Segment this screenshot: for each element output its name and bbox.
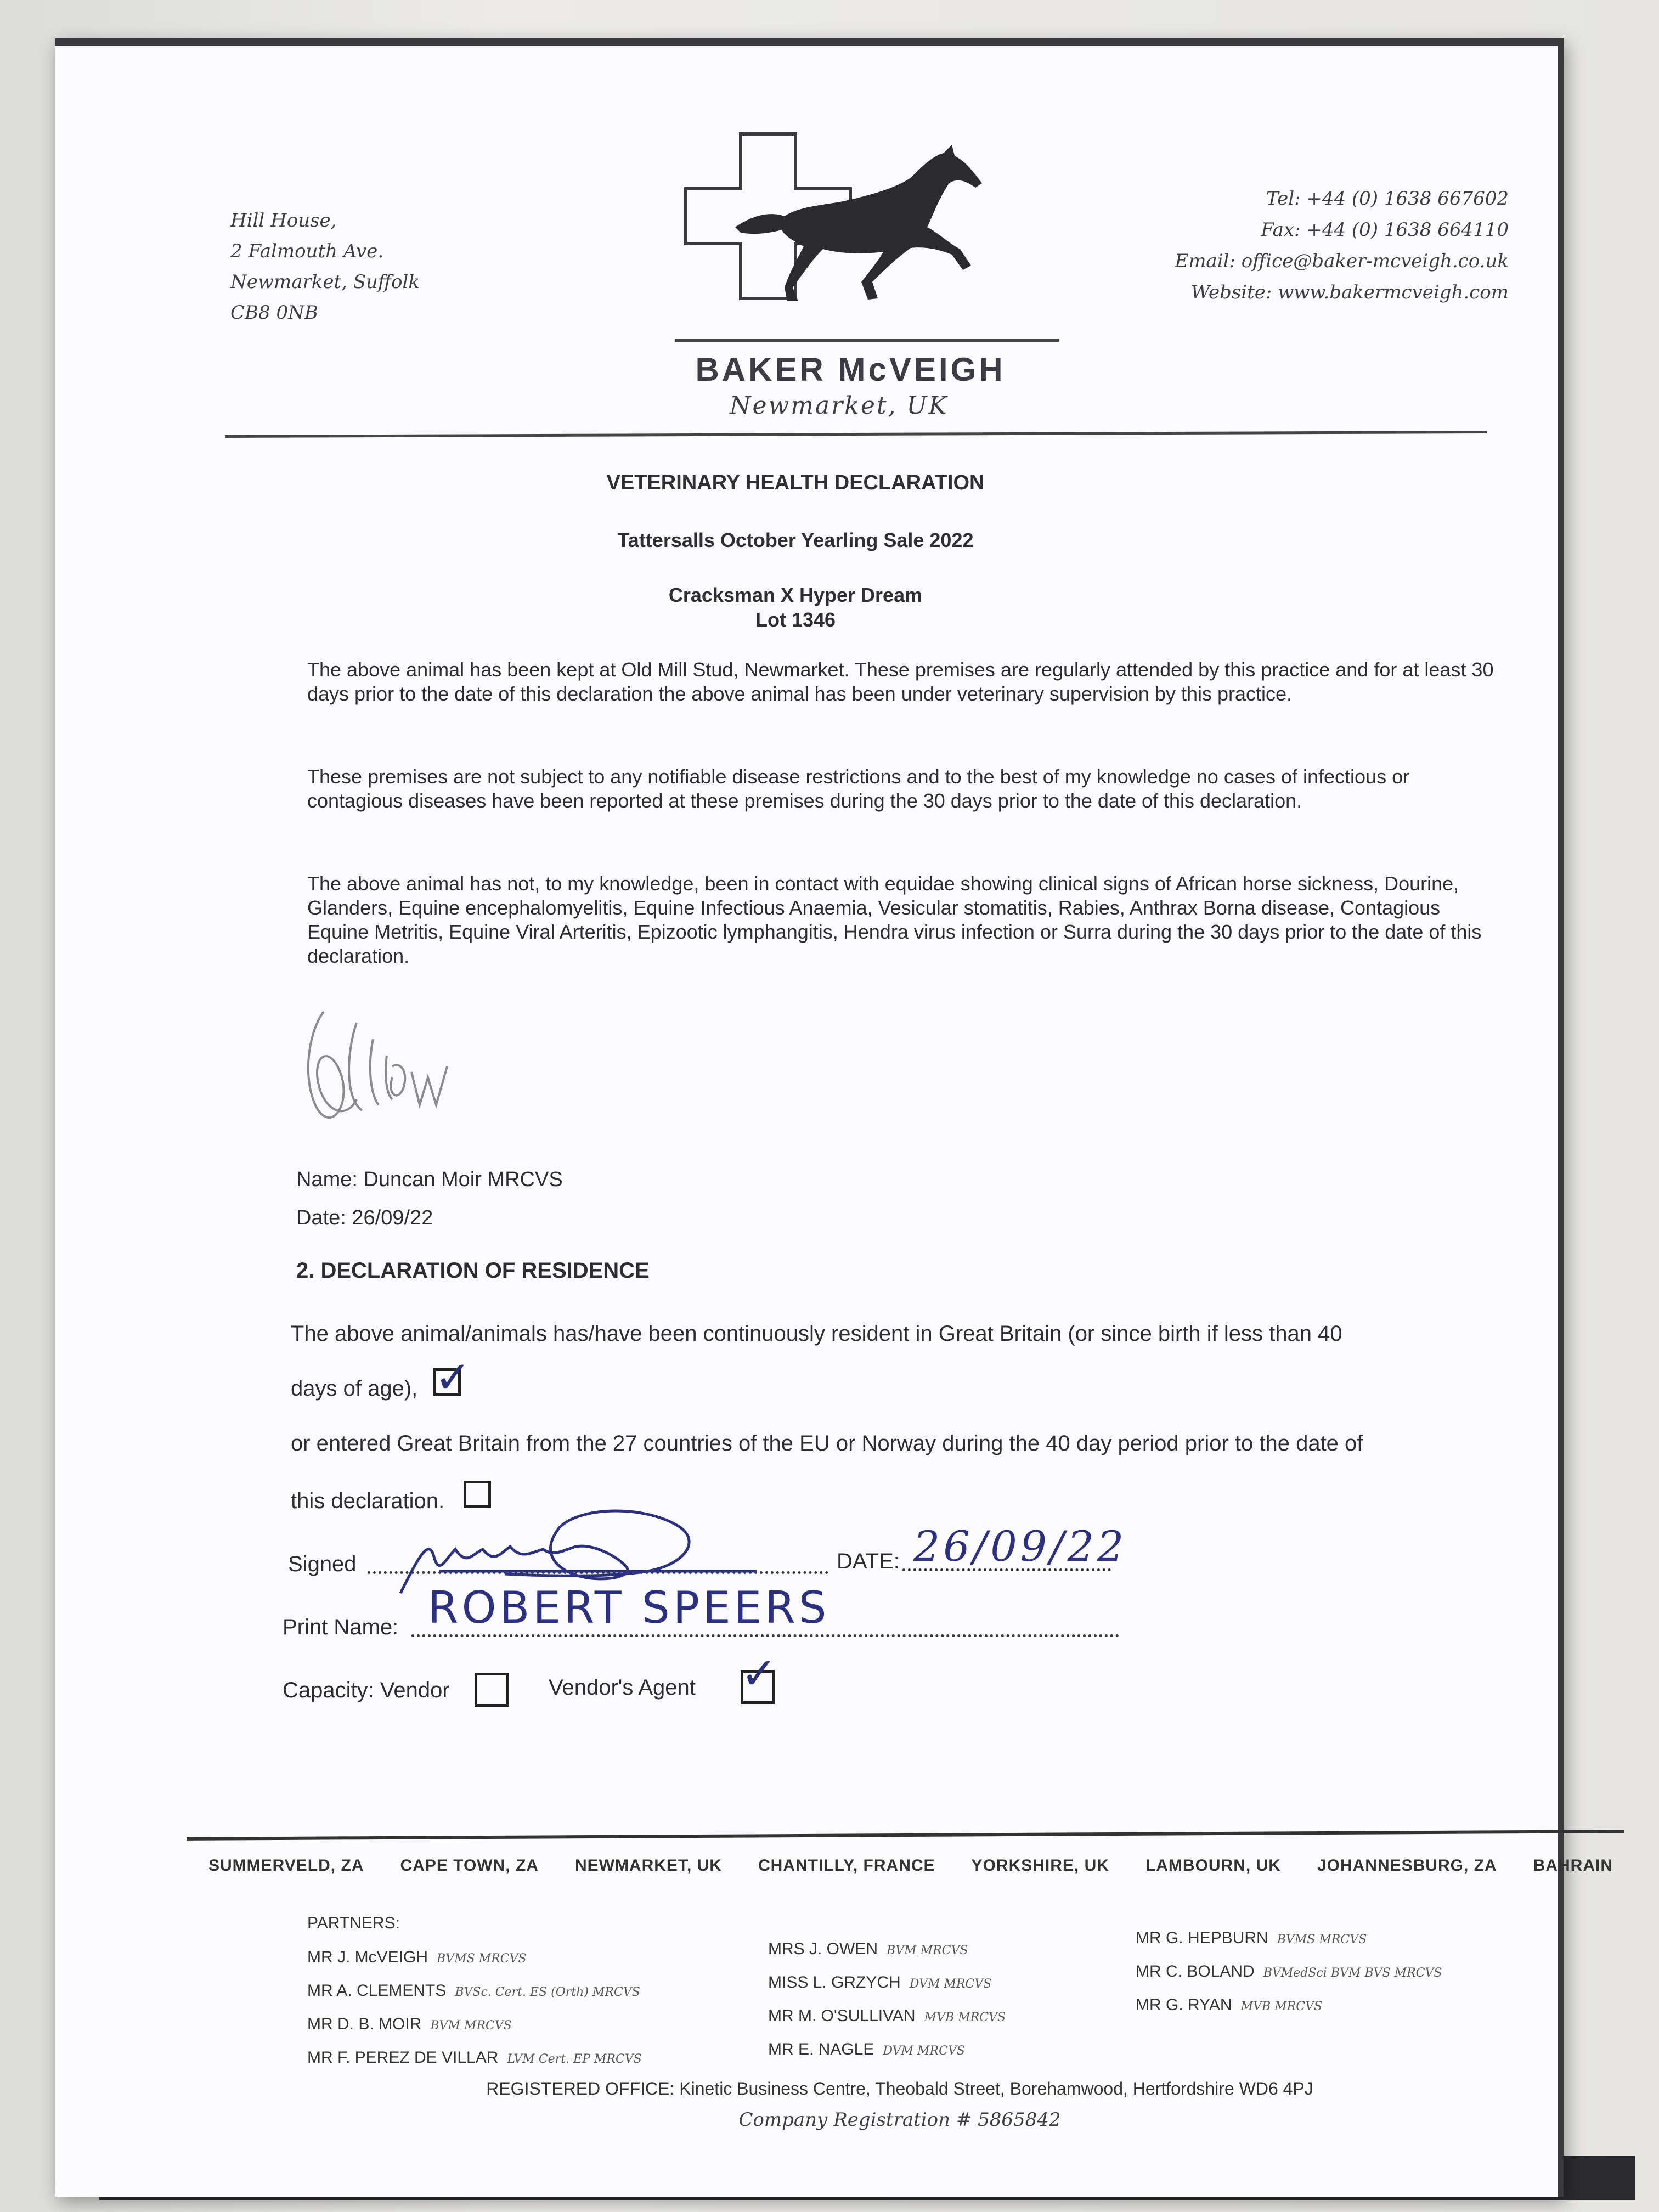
partners-label: PARTNERS: <box>307 1914 400 1932</box>
lot-number: Lot 1346 <box>755 608 836 631</box>
footer-divider <box>187 1830 1624 1841</box>
partner-name: MRS J. OWEN <box>768 1940 878 1958</box>
partner-entry <box>768 2034 1006 2067</box>
partner-entry <box>307 1975 642 2008</box>
office-location: BAHRAIN <box>1533 1857 1613 1875</box>
partner-name: MR G. HEPBURN <box>1136 1929 1268 1947</box>
declaration-paragraph: These premises are not subject to any notifiable disease restrictions and to the best of my knowledge no cases of infectious or contagious diseases have been reported at these premises during the 30 days prior to the date of this declaration. <box>307 765 1410 812</box>
email-line: Email: office@baker-mcveigh.co.uk <box>1175 250 1509 272</box>
partner-name: MR M. O'SULLIVAN <box>768 2007 916 2025</box>
signed-label: Signed <box>288 1552 357 1576</box>
address-line: CB8 0NB <box>230 302 318 324</box>
office-locations <box>208 1857 1613 1875</box>
declaration-title: VETERINARY HEALTH DECLARATION <box>606 471 985 494</box>
registered-office: REGISTERED OFFICE: Kinetic Business Centre, Theobald Street, Borehamwood, Hertfordshire WD6 4PJ <box>486 2079 1313 2098</box>
partner-entry <box>1136 1989 1442 2023</box>
agent-label: Vendor's Agent <box>549 1675 696 1700</box>
cross-and-galloping-horse-icon <box>675 123 1059 342</box>
partner-qualifications: DVM MRCVS <box>909 1977 992 1991</box>
partners-column-3 <box>1136 1922 1442 2023</box>
vendor-checkbox[interactable] <box>475 1673 509 1707</box>
fax-line: Fax: +44 (0) 1638 664110 <box>1261 219 1509 241</box>
office-location: NEWMARKET, UK <box>574 1857 722 1875</box>
partner-name: MR C. BOLAND <box>1136 1962 1255 1980</box>
partner-qualifications: MVB MRCVS <box>924 2011 1006 2024</box>
website-line: Website: www.bakermcveigh.com <box>1190 281 1509 303</box>
partner-name: MR A. CLEMENTS <box>307 1982 447 2000</box>
partner-qualifications: BVMS MRCVS <box>437 1952 527 1966</box>
office-location: JOHANNESBURG, ZA <box>1317 1857 1497 1875</box>
partner-name: MR G. RYAN <box>1136 1996 1232 2014</box>
print-name-value: ROBERT SPEERS <box>428 1582 830 1633</box>
vet-date: Date: 26/09/22 <box>296 1206 433 1229</box>
partner-name: MR F. PEREZ DE VILLAR <box>307 2049 499 2067</box>
residence-option2-text: this declaration. <box>291 1489 445 1513</box>
practice-address <box>230 205 420 328</box>
partner-qualifications: BVMedSci BVM BVS MRCVS <box>1263 1966 1442 1980</box>
partner-qualifications: BVSc. Cert. ES (Orth) MRCVS <box>455 1985 640 1999</box>
partner-entry <box>307 1942 642 1975</box>
declaration-paragraph: The above animal has not, to my knowledge, been in contact with equidae showing clinical signs of African horse sickness, Dourine, Glanders, Equine encephalomyelitis, Equine Infectious Anaemia, Vesicular stomatitis, Rabies, Anthrax Borna disease, Contagious Equine Metritis, Equine Viral Arteritis, Epizootic lymphangitis, Hendra virus infection or Surra during the 30 days prior to the date of this declaration. <box>307 872 1482 967</box>
company-name: BAKER McVEIGH <box>695 351 1006 388</box>
header-divider <box>225 431 1487 438</box>
partners-column-2 <box>768 1933 1006 2067</box>
capacity-label: Capacity: Vendor <box>283 1678 450 1702</box>
print-name-label: Print Name: <box>283 1615 399 1639</box>
office-location: LAMBOURN, UK <box>1145 1857 1281 1875</box>
vet-signature <box>291 990 466 1154</box>
partner-name: MR D. B. MOIR <box>307 2015 422 2033</box>
print-name-line <box>411 1634 1119 1637</box>
horse-name: Cracksman X Hyper Dream <box>668 584 923 606</box>
office-location: SUMMERVELD, ZA <box>208 1857 364 1875</box>
partner-entry <box>768 1933 1006 1967</box>
residence-option1-text: days of age), <box>291 1376 418 1401</box>
residence-option1-text: The above animal/animals has/have been continuously resident in Great Britain (or since birth if less than 40 <box>291 1322 1342 1346</box>
declaration-paragraph: The above animal has been kept at Old Mill Stud, Newmarket. These premises are regularly attended by this practice and for at least 30 days prior to the date of this declaration the above animal has been under veterinary supervision by this practice. <box>307 658 1494 705</box>
resident-checkmark: ✓ <box>435 1352 472 1403</box>
company-location: Newmarket, UK <box>730 392 949 420</box>
partner-qualifications: BVM MRCVS <box>887 1944 968 1957</box>
sale-name: Tattersalls October Yearling Sale 2022 <box>617 529 974 551</box>
partners-column-1 <box>307 1942 642 2075</box>
partner-name: MR J. McVEIGH <box>307 1948 428 1966</box>
partner-name: MISS L. GRZYCH <box>768 1973 901 1991</box>
residence-option2-text: or entered Great Britain from the 27 countries of the EU or Norway during the 40 day period prior to the date of <box>291 1431 1363 1455</box>
partner-entry <box>768 1967 1006 2000</box>
residence-heading: 2. DECLARATION OF RESIDENCE <box>296 1259 650 1283</box>
contact-details <box>1097 183 1509 308</box>
partner-entry <box>768 2000 1006 2034</box>
vet-name: Name: Duncan Moir MRCVS <box>296 1168 563 1191</box>
logo-underline <box>675 339 1059 342</box>
office-location: CHANTILLY, FRANCE <box>758 1857 935 1875</box>
date-label: DATE: <box>837 1549 900 1573</box>
address-line: Hill House, <box>230 210 337 232</box>
partner-entry <box>1136 1956 1442 1989</box>
office-location: YORKSHIRE, UK <box>971 1857 1109 1875</box>
partner-name: MR E. NAGLE <box>768 2040 874 2058</box>
partner-qualifications: MVB MRCVS <box>1240 2000 1323 2013</box>
partner-entry <box>307 2042 642 2075</box>
partner-qualifications: BVMS MRCVS <box>1277 1933 1367 1946</box>
partner-entry <box>307 2008 642 2042</box>
company-registration: Company Registration # 5865842 <box>738 2109 1061 2131</box>
partner-qualifications: LVM Cert. EP MRCVS <box>507 2052 642 2066</box>
office-location: CAPE TOWN, ZA <box>400 1857 539 1875</box>
address-line: Newmarket, Suffolk <box>230 271 420 293</box>
date-value: 26/09/22 <box>913 1522 1127 1571</box>
agent-checkmark: ✓ <box>741 1648 778 1699</box>
partner-entry <box>1136 1922 1442 1956</box>
document-page <box>55 38 1613 2197</box>
phone-line: Tel: +44 (0) 1638 667602 <box>1266 188 1509 210</box>
partner-qualifications: DVM MRCVS <box>883 2044 965 2058</box>
partner-qualifications: BVM MRCVS <box>430 2019 512 2033</box>
address-line: 2 Falmouth Ave. <box>230 240 384 262</box>
